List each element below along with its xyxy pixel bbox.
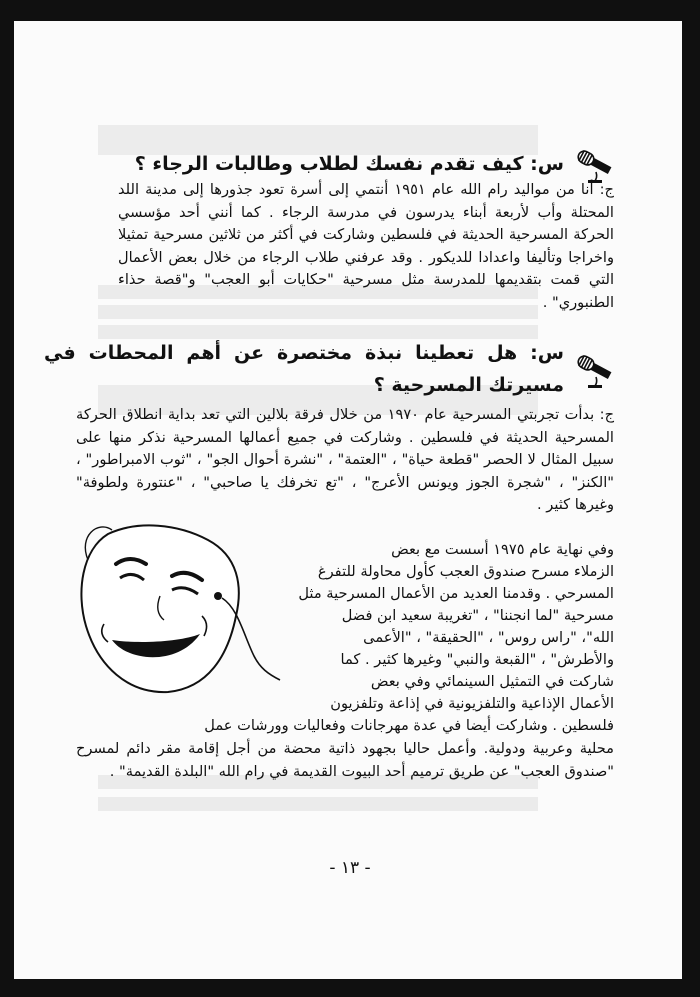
microphone-icon bbox=[572, 144, 614, 184]
continuation-line: شاركت في التمثيل السينمائي وفي بعض bbox=[370, 673, 614, 690]
continuation-line: وفي نهاية عام ١٩٧٥ أسست مع بعض bbox=[391, 541, 614, 558]
question-1-heading bbox=[135, 144, 614, 184]
question-2-title: س: هل تعطينا نبذة مختصرة عن أهم المحطات في مسيرتك المسرحية ؟ bbox=[44, 342, 564, 396]
theater-mask-icon bbox=[68, 516, 288, 694]
continuation-line: فلسطين . وشاركت أيضا في عدة مهرجانات وفعاليات وورشات عمل bbox=[204, 717, 614, 734]
answer-1-text: ج: أنا من مواليد رام الله عام ١٩٥١ أنتمي إلى أسرة تعود جذورها إلى مدينة اللد المحتلة وأب لأربعة أبناء يدرسون في مدرسة الرجاء . كما أنني أحد مؤسسي الحركة المسرحية الحديثة في فلسطين وشاركت في أكثر من ثلاثين مسرحية تمثيلا واخراجا وتأليفا واعدادا للديكور . وقد عرفني طلاب الرجاء من خلال بعض الأعمال التي قمت بتقديمها للمدرسة مثل مسرحية "حكايات أبو العجب" و"قصة حذاء الطنبوري" . bbox=[118, 181, 614, 311]
continuation-line: والأطرش" ، "القبعة والنبي" وغيرها كثير . كما bbox=[340, 651, 614, 668]
continuation-line: مسرحية "لما انجننا" ، "تغريبة سعيد ابن فضل bbox=[341, 607, 614, 624]
continuation-line: الزملاء مسرح صندوق العجب كأول محاولة للتفرغ bbox=[317, 563, 614, 580]
answer-2-tail: محلية وعربية ودولية. وأعمل حاليا بجهود ذاتية محضة من أجل إقامة مقر دائم لمسرح "صندوق العجب" عن طريق ترميم أحد البيوت القديمة في رام الله "البلدة القديمة" . bbox=[76, 740, 614, 780]
answer-2-text: ج: بدأت تجربتي المسرحية عام ١٩٧٠ من خلال فرقة بلالين التي تعد بداية انطلاق الحركة المسرحية الحديثة في فلسطين . وشاركت في جميع أعمالها المسرحية نذكر منها على سبيل المثال لا الحصر "قطعة حياة" ، "العتمة" ، "نشرة أحوال الجو" ، "ثوب الامبراطور" ، "الكنز" ، "شجرة الجوز ويونس الأعرج" ، "تع تخرفك يا صاحبي" ، "عنتورة ولطوفة" وغيرها كثير . bbox=[76, 406, 614, 513]
continuation-line: الأعمال الإذاعية والتلفزيونية في إذاعة وتلفزيون bbox=[330, 695, 614, 712]
microphone-icon bbox=[572, 349, 614, 389]
question-1-title: س: كيف تقدم نفسك لطلاب وطالبات الرجاء ؟ bbox=[134, 153, 564, 175]
page-number: - ١٣ - bbox=[329, 858, 371, 878]
continuation-line: الله"، "راس روس" ، "الحقيقة" ، "الأعمى bbox=[363, 629, 614, 646]
continuation-line: المسرحي . وقدمنا العديد من الأعمال المسرحية مثل bbox=[298, 585, 614, 602]
question-2-heading bbox=[44, 337, 614, 401]
